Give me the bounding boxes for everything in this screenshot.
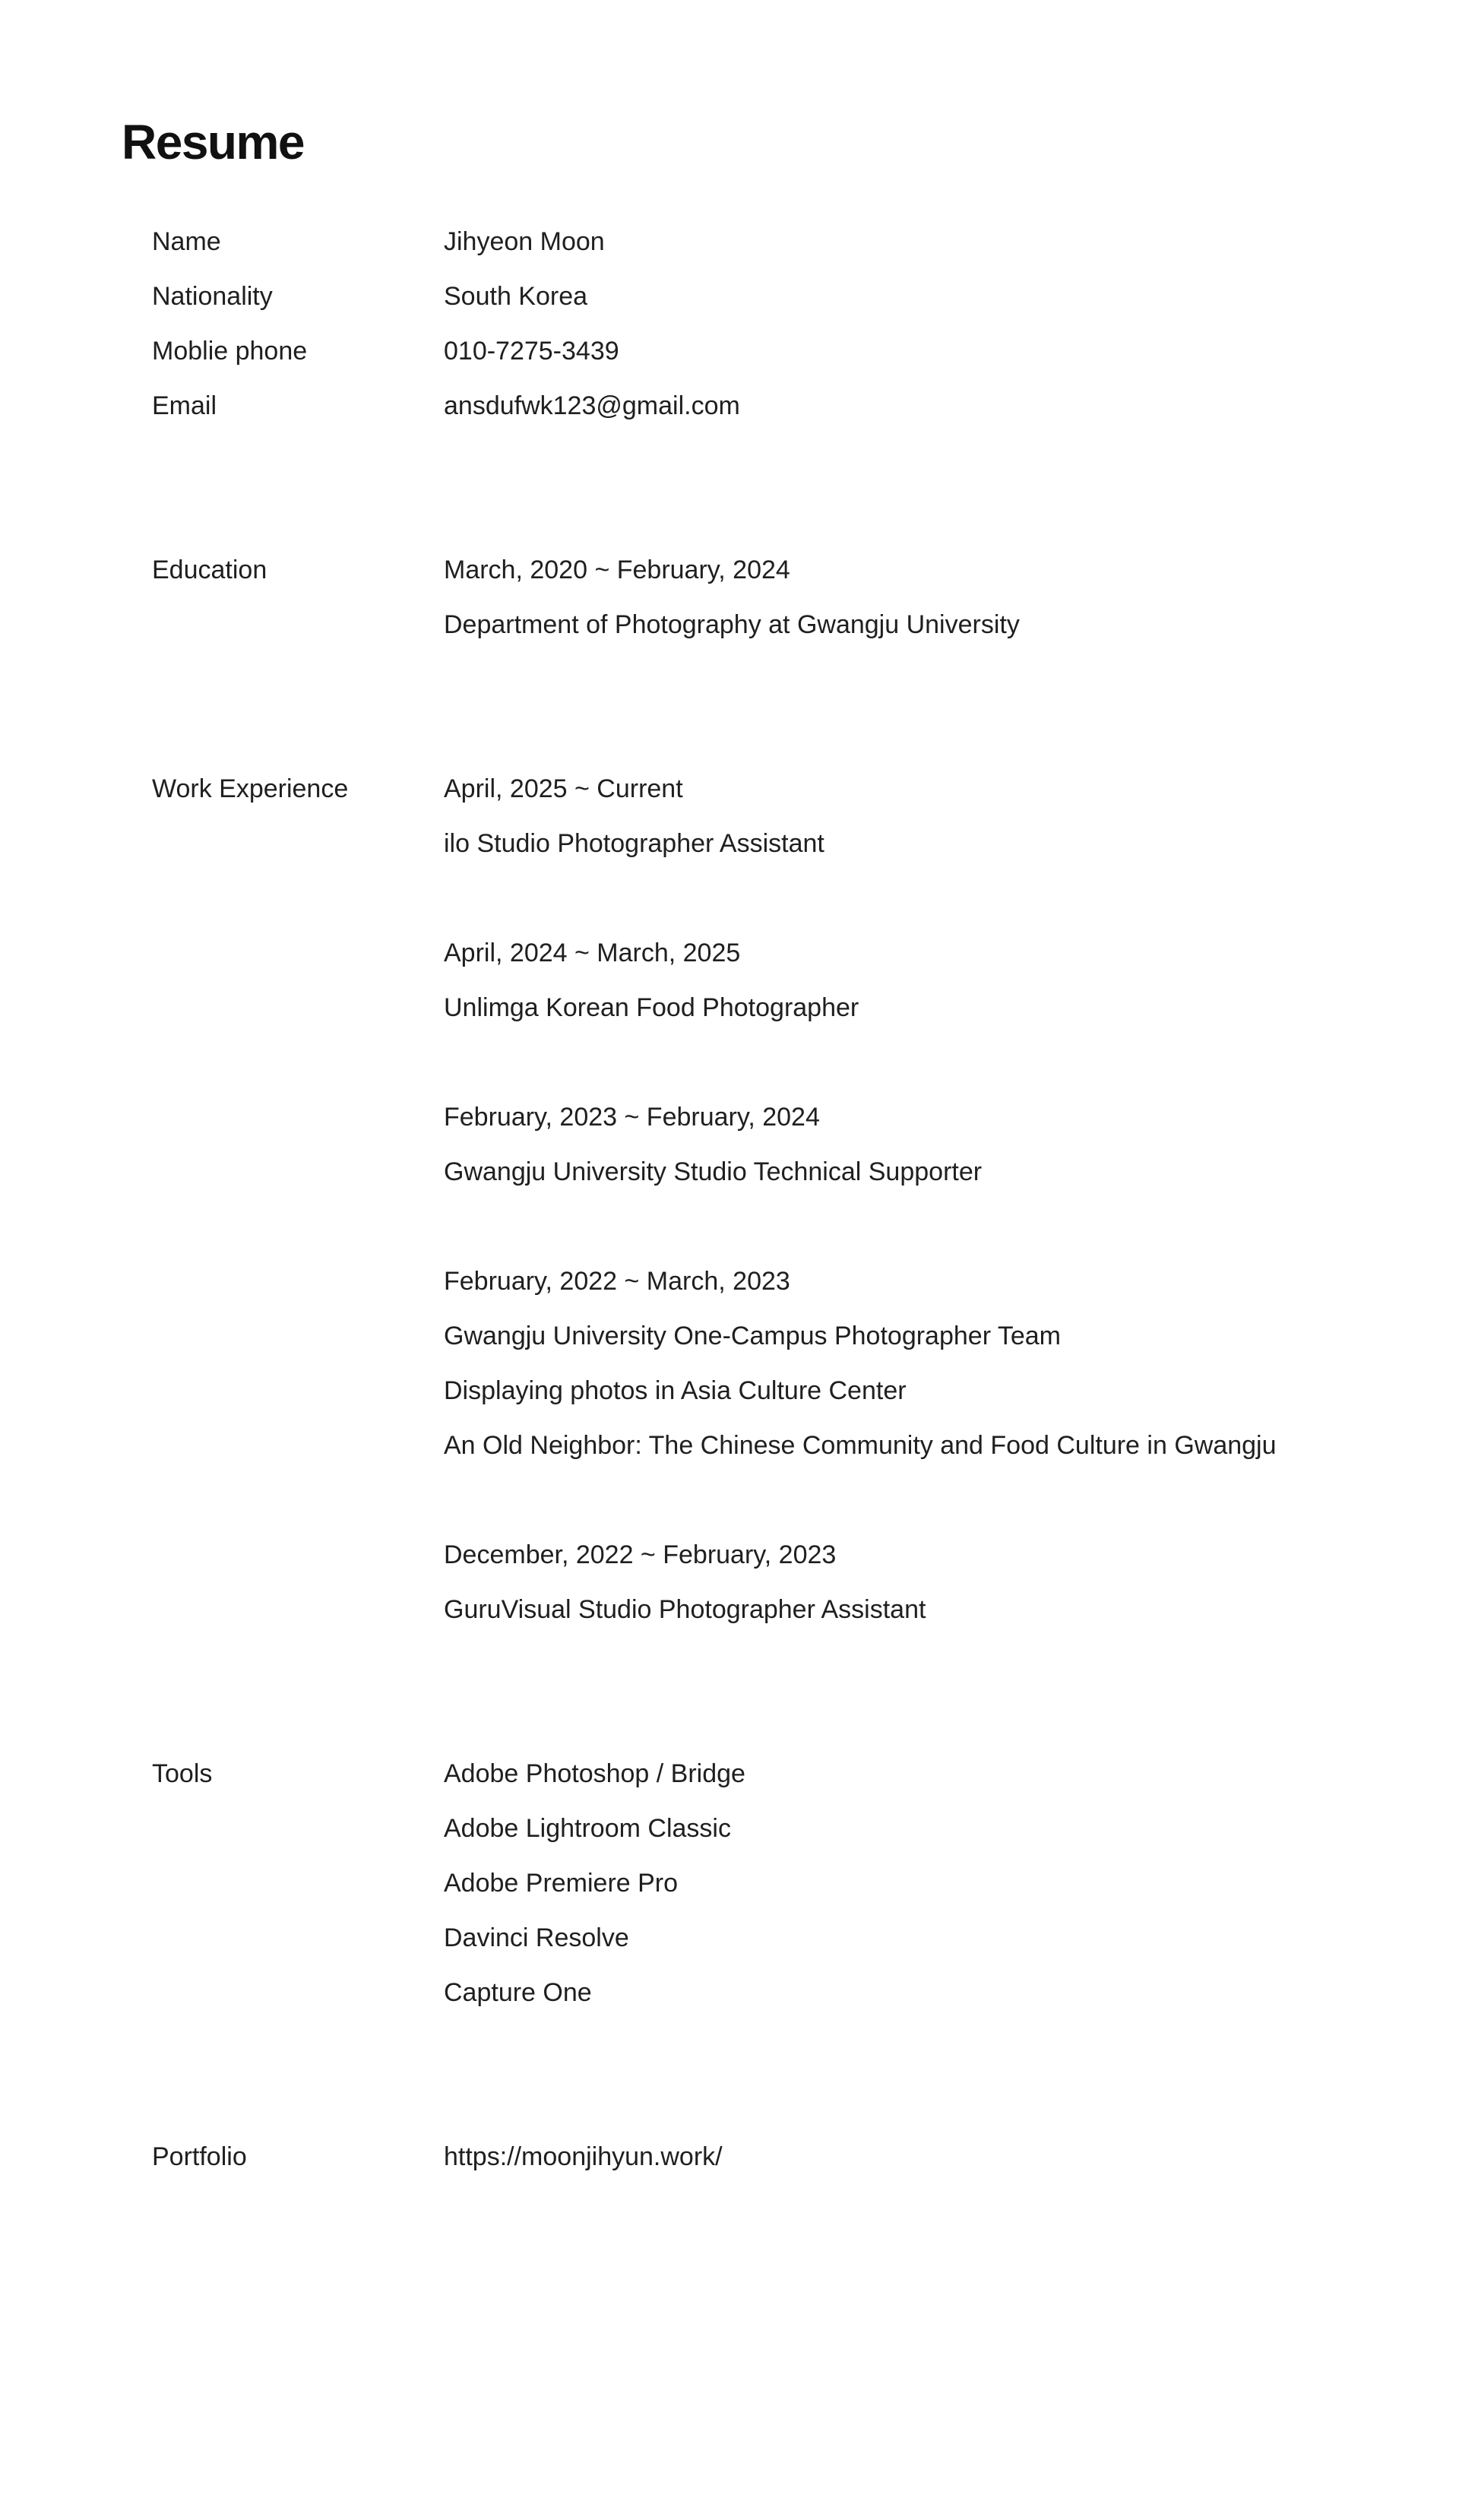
work-entry-role: Gwangju University Studio Technical Supporter xyxy=(444,1157,983,1186)
work-entry xyxy=(444,1528,1383,1637)
work-entry-role: ilo Studio Photographer Assistant xyxy=(444,829,824,858)
work-entry-role: Unlimga Korean Food Photographer xyxy=(444,993,859,1022)
personal-info-rows xyxy=(152,214,1383,433)
work-entry xyxy=(444,761,1383,871)
info-label-name: Name xyxy=(152,227,221,256)
page-title: Resume xyxy=(122,115,304,169)
work-entry-period: February, 2023 ~ February, 2024 xyxy=(444,1103,820,1132)
work-entry xyxy=(444,1254,1383,1473)
education-content xyxy=(444,543,1383,652)
work-entry xyxy=(444,1090,1383,1199)
work-experience-section-label: Work Experience xyxy=(152,774,349,803)
tool-item: Davinci Resolve xyxy=(444,1923,629,1952)
tool-item: Adobe Lightroom Classic xyxy=(444,1814,731,1843)
tools-list xyxy=(444,1746,1383,2020)
info-value-nationality: South Korea xyxy=(444,282,588,311)
education-section xyxy=(152,543,1383,652)
work-entry-role: GuruVisual Studio Photographer Assistant xyxy=(444,1595,926,1624)
work-entry-period: February, 2022 ~ March, 2023 xyxy=(444,1267,790,1296)
info-row-email xyxy=(152,378,1383,433)
tool-item: Adobe Photoshop / Bridge xyxy=(444,1759,745,1788)
work-experience-section xyxy=(152,761,1383,1637)
info-row-mobile-phone xyxy=(152,324,1383,378)
info-row-name xyxy=(152,214,1383,269)
info-value-mobile-phone: 010-7275-3439 xyxy=(444,337,619,366)
work-entry-detail: Displaying photos in Asia Culture Center xyxy=(444,1376,907,1405)
portfolio-url: https://moonjihyun.work/ xyxy=(444,2142,723,2171)
work-entry xyxy=(444,926,1383,1035)
personal-info-section xyxy=(152,214,1383,433)
education-description: Department of Photography at Gwangju University xyxy=(444,610,1020,639)
info-label-nationality: Nationality xyxy=(152,282,273,311)
tools-section-label: Tools xyxy=(152,1759,213,1788)
info-value-email: ansdufwk123@gmail.com xyxy=(444,391,740,420)
work-entry-role: Gwangju University One-Campus Photographer Team xyxy=(444,1322,1061,1350)
education-period: March, 2020 ~ February, 2024 xyxy=(444,556,790,584)
work-experience-content xyxy=(444,761,1383,1637)
work-entry-detail: An Old Neighbor: The Chinese Community and Food Culture in Gwangju xyxy=(444,1431,1277,1460)
tool-item: Capture One xyxy=(444,1978,592,2007)
work-entry-period: April, 2024 ~ March, 2025 xyxy=(444,939,741,967)
work-entry-period: April, 2025 ~ Current xyxy=(444,774,683,803)
tool-item: Adobe Premiere Pro xyxy=(444,1869,679,1898)
info-label-email: Email xyxy=(152,391,217,420)
tools-section xyxy=(152,1746,1383,2020)
portfolio-section-label: Portfolio xyxy=(152,2142,247,2171)
portfolio-content xyxy=(444,2129,1383,2184)
portfolio-section xyxy=(152,2129,1383,2184)
work-entry-period: December, 2022 ~ February, 2023 xyxy=(444,1540,837,1569)
education-section-label: Education xyxy=(152,556,267,584)
info-label-mobile-phone: Moblie phone xyxy=(152,337,308,366)
info-value-name: Jihyeon Moon xyxy=(444,227,605,256)
info-row-nationality xyxy=(152,269,1383,324)
